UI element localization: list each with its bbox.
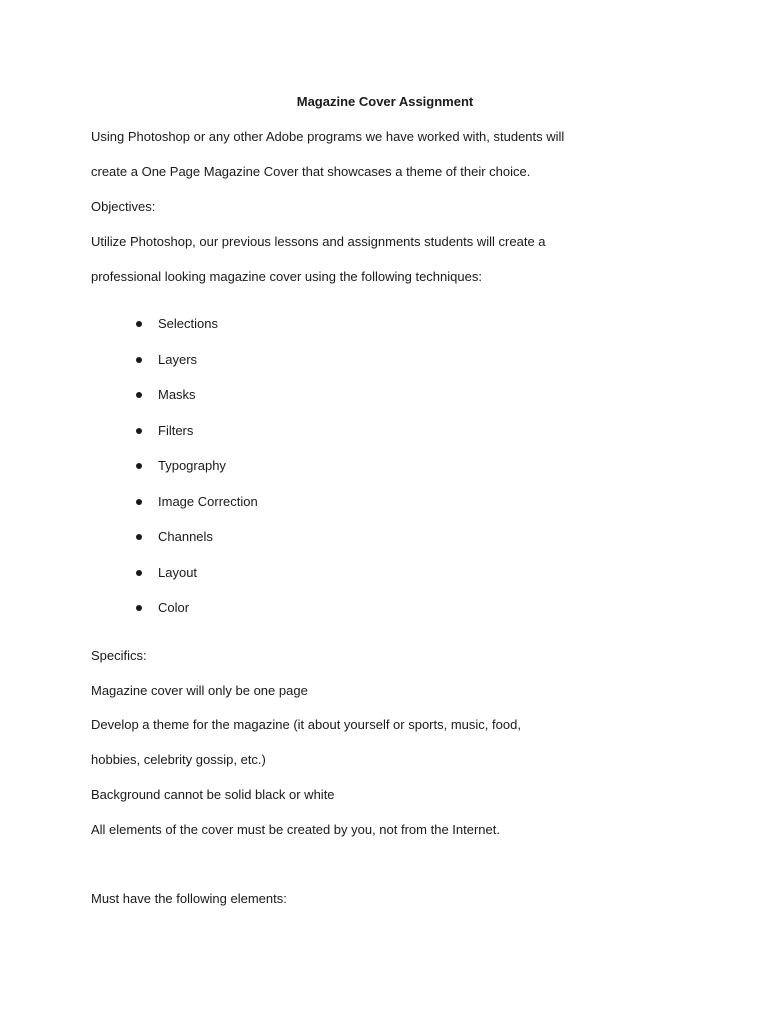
objectives-line-1: Utilize Photoshop, our previous lessons and assignments students will create a: [91, 234, 546, 249]
bullet-icon: [136, 428, 142, 434]
bullet-icon: [136, 570, 142, 576]
bullet-icon: [136, 321, 142, 327]
technique-label: Selections: [158, 316, 218, 331]
specifics-line-4: Background cannot be solid black or white: [91, 787, 335, 802]
technique-label: Masks: [158, 387, 196, 402]
bullet-icon: [136, 357, 142, 363]
technique-label: Typography: [158, 458, 226, 473]
technique-label: Layers: [158, 352, 198, 367]
objectives-heading: Objectives:: [91, 199, 156, 214]
document-title: Magazine Cover Assignment: [296, 94, 474, 109]
technique-label: Filters: [158, 423, 194, 438]
objectives-line-2: professional looking magazine cover using the following techniques:: [91, 269, 482, 284]
technique-label: Image Correction: [158, 494, 258, 509]
technique-label: Layout: [158, 565, 198, 580]
technique-label: Color: [158, 600, 190, 615]
bullet-icon: [136, 463, 142, 469]
intro-line-2: create a One Page Magazine Cover that showcases a theme of their choice.: [91, 164, 531, 179]
bullet-icon: [136, 499, 142, 505]
bullet-icon: [136, 534, 142, 540]
intro-line-1: Using Photoshop or any other Adobe programs we have worked with, students will: [91, 129, 565, 144]
specifics-line-1: Magazine cover will only be one page: [91, 683, 308, 698]
technique-label: Channels: [158, 529, 213, 544]
specifics-line-3: hobbies, celebrity gossip, etc.): [91, 752, 266, 767]
specifics-heading: Specifics:: [91, 648, 147, 663]
specifics-line-2: Develop a theme for the magazine (it about yourself or sports, music, food,: [91, 717, 521, 732]
specifics-line-5: All elements of the cover must be created by you, not from the Internet.: [91, 822, 500, 837]
bullet-icon: [136, 392, 142, 398]
elements-heading: Must have the following elements:: [91, 891, 287, 906]
bullet-icon: [136, 605, 142, 611]
